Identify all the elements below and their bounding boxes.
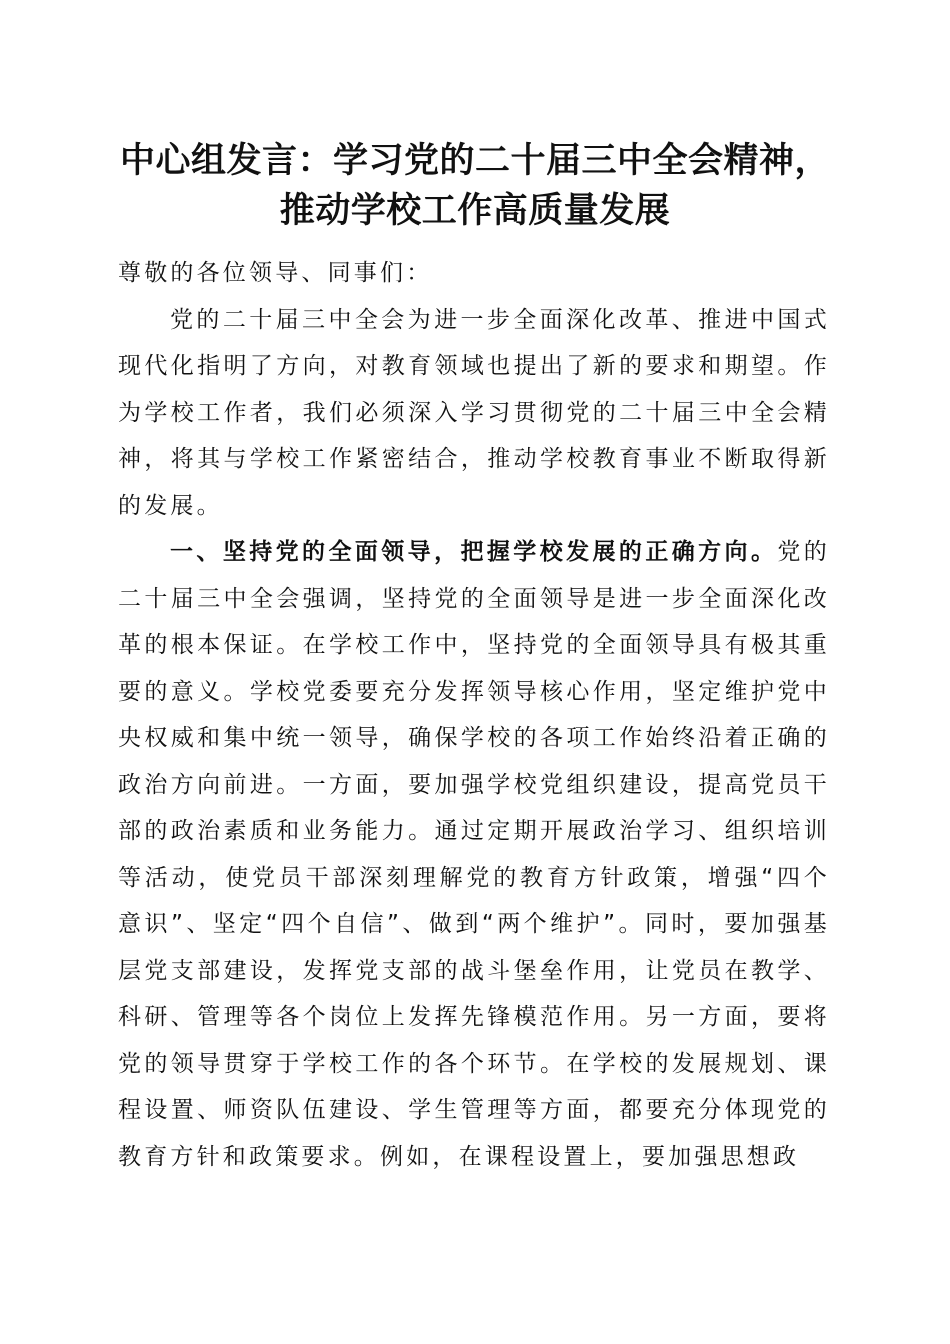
title-line-1: 中心组发言：学习党的二十届三中全会精神，	[119, 140, 830, 181]
intro-paragraph: 党的二十届三中全会为进一步全面深化改革、推进中国式现代化指明了方向，对教育领域也提出了新的要求和期望。作为学校工作者，我们必须深入学习贯彻党的二十届三中全会精神，将其与学校工作紧密结合，推动学校教育事业不断取得新的发展。	[118, 306, 830, 519]
section-1-paragraph	[118, 529, 830, 1180]
section-1-heading: 一、坚持党的全面领导，把握学校发展的正确方向。	[170, 539, 778, 565]
section-1-text: 党的二十届三中全会强调，坚持党的全面领导是进一步全面深化改革的根本保证。在学校工作中，坚持党的全面领导具有极其重要的意义。学校党委要充分发挥领导核心作用，坚定维护党中央权威和集中统一领导，确保学校的各项工作始终沿着正确的政治方向前进。一方面，要加强学校党组织建设，提高党员干部的政治素质和业务能力。通过定期开展政治学习、组织培训等活动，使党员干部深刻理解党的教育方针政策，增强“四个意识”、坚定“四个自信”、做到“两个维护”。同时，要加强基层党支部建设，发挥党支部的战斗堡垒作用，让党员在教学、科研、管理等各个岗位上发挥先锋模范作用。另一方面，要将党的领导贯穿于学校工作的各个环节。在学校的发展规划、课程设置、师资队伍建设、学生管理等方面，都要充分体现党的教育方针和政策要求。例如，在课程设置上，要加强思想政	[118, 539, 830, 1170]
document-title	[0, 136, 950, 236]
salutation: 尊敬的各位领导、同事们：	[118, 260, 433, 286]
title-line-2: 推动学校工作高质量发展	[279, 190, 671, 231]
document-body	[118, 250, 830, 1180]
